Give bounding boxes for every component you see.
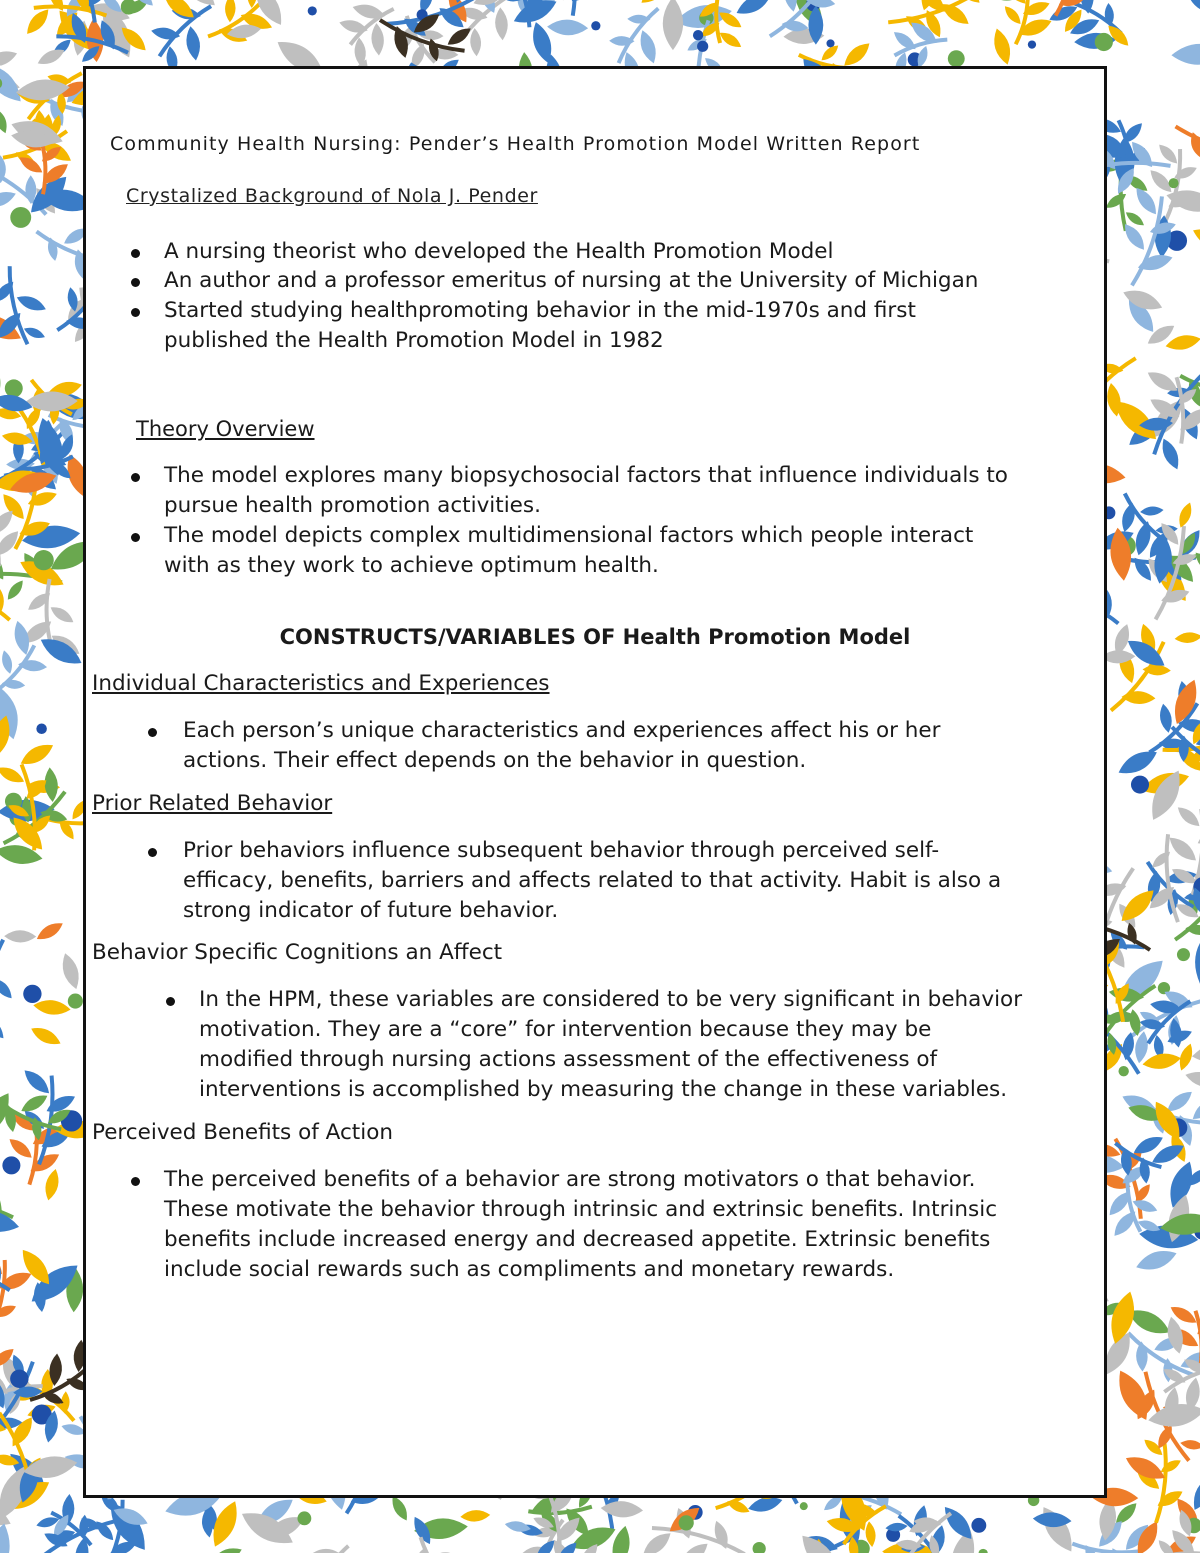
leaf-decoration [150,25,181,41]
variable-line: Prior behaviors influence subsequent behavior through perceived self- [183,838,940,863]
leaf-decoration [0,1206,21,1236]
leaf-decoration [0,1302,18,1320]
variable-line: efficacy, benefits, barriers and affects related to that activity. Habit is also a [183,868,1002,893]
theory-bullet-continuation: pursue health promotion activities. [164,493,541,518]
leaf-decoration [639,1528,675,1553]
leaf-decoration [42,1168,61,1202]
leaf-decoration [1134,1246,1180,1275]
variable-line: These motivate the behavior through intrinsic and extrinsic benefits. Intrinsic [164,1197,998,1222]
bullet-marker [166,997,175,1006]
leaf-decoration [638,0,672,8]
leaf-decoration [1159,1457,1183,1476]
leaf-decoration [0,584,5,615]
leaf-decoration [22,5,53,37]
constructs-heading: CONSTRUCTS/VARIABLES OF Health Promotion Model [279,625,911,649]
variable-heading: Perceived Benefits of Action [92,1120,393,1145]
variable-line: motivation. They are a “core” for intervention because they may be [199,1017,932,1042]
variable-line: interventions is accomplished by measuring the change in these variables. [199,1077,1008,1102]
theory-bullet-continuation: with as they work to achieve optimum health. [164,553,659,578]
background-bullet: An author and a professor emeritus of nursing at the University of Michigan [164,268,979,293]
bullet-marker [131,278,140,287]
leaf-decoration [469,28,482,57]
document-title: Community Health Nursing: Pender’s Health Promotion Model Written Report [110,133,921,155]
variable-line: In the HPM, these variables are considered to be very significant in behavior [199,987,1023,1012]
variable-heading: Prior Related Behavior [92,791,333,816]
berry-decoration [1118,1066,1128,1076]
leaf-decoration [1103,190,1128,211]
leaf-decoration [58,951,83,991]
leaf-decoration [1176,501,1195,530]
berry-decoration [1131,776,1149,794]
leaf-decoration [0,1521,15,1553]
leaf-decoration [2,679,26,690]
bullet-marker [131,1177,140,1186]
leaf-decoration [0,975,15,1001]
variable-line: strong indicator of future behavior. [183,898,559,923]
leaf-decoration [627,15,650,24]
variable-line: benefits include increased energy and decreased appetite. Extrinsic benefits [164,1227,991,1252]
leaf-decoration [494,7,509,41]
berry-decoration [979,1549,988,1553]
leaf-decoration [0,188,18,211]
bullet-marker [131,473,140,482]
bullet-marker [148,848,157,857]
leaf-decoration [1136,1341,1149,1372]
leaf-decoration [28,1023,63,1049]
theory-overview-heading: Theory Overview [136,417,315,441]
leaf-decoration [1181,0,1200,19]
leaf-decoration [310,1549,342,1553]
berry-decoration [10,1370,28,1388]
variable-line: actions. Their effect depends on the behavior in question. [183,748,807,773]
berry-decoration [34,550,54,570]
berry-decoration [2,1156,20,1174]
variable-line: include social rewards such as compliments and monetary rewards. [164,1257,895,1282]
berry-decoration [971,1518,986,1533]
leaf-decoration [0,47,19,70]
leaf-decoration [1180,1438,1200,1451]
leaf-decoration [18,659,48,673]
background-bullet-continuation: published the Health Promotion Model in 1982 [164,328,664,353]
stem-decoration [568,0,577,16]
berry-decoration [10,207,31,228]
leaf-decoration [1002,3,1024,27]
leaf-decoration [0,57,28,108]
berry-decoration [308,6,317,15]
leaf-decoration [48,603,76,626]
leaf-decoration [663,0,683,50]
berry-decoration [753,1542,766,1553]
leaf-decoration [15,292,49,315]
berry-decoration [36,723,47,734]
berry-decoration [591,21,600,30]
background-bullet: A nursing theorist who developed the Health Promotion Model [164,239,834,264]
leaf-decoration [990,26,1015,66]
leaf-decoration [547,19,589,36]
leaf-decoration [18,1091,50,1116]
leaf-decoration [460,1509,491,1522]
variable-heading: Behavior Specific Cognitions an Affect [92,940,503,965]
bullet-marker [131,533,140,542]
leaf-decoration [1158,436,1183,472]
berry-decoration [1177,948,1190,961]
leaf-decoration [4,578,26,603]
variable-line: The perceived benefits of a behavior are strong motivators o that behavior. [164,1167,976,1192]
leaf-decoration [1171,43,1200,66]
berry-decoration [68,994,83,1009]
berry-decoration [679,1515,694,1530]
leaf-decoration [1119,501,1138,533]
variable-line: modified through nursing actions assessment of the effectiveness of [199,1047,938,1072]
leaf-decoration [0,1014,7,1042]
bullet-marker [131,308,140,317]
leaf-decoration [370,23,385,56]
leaf-decoration [346,0,373,3]
variable-heading: Individual Characteristics and Experiences [92,671,550,696]
bullet-marker [148,728,157,737]
berry-decoration [23,985,41,1003]
berry-decoration [948,50,965,67]
leaf-decoration [636,28,660,65]
berry-decoration [800,1502,808,1510]
leaf-decoration [209,1544,244,1553]
berry-decoration [1169,178,1179,188]
theory-bullet: The model depicts complex multidimensional factors which people interact [164,523,974,548]
leaf-decoration [1103,0,1144,4]
leaf-decoration [1192,550,1200,575]
leaf-decoration [34,919,66,944]
leaf-decoration [1164,332,1200,353]
leaf-decoration [1174,803,1200,830]
leaf-decoration [184,25,203,61]
leaf-decoration [1141,1051,1182,1072]
leaf-decoration [1189,223,1200,257]
berry-decoration [693,30,703,40]
berry-decoration [826,39,834,47]
leaf-decoration [0,107,10,135]
berry-decoration [1095,33,1113,51]
leaf-decoration [20,1066,53,1098]
leaf-decoration [32,998,71,1017]
leaf-decoration [0,649,15,675]
bullet-marker [131,249,140,258]
berry-decoration [5,379,23,397]
leaf-decoration [4,930,36,943]
leaf-decoration [1140,506,1164,517]
background-section-heading: Crystalized Background of Nola J. Pender [126,185,538,207]
background-bullet: Started studying healthpromoting behavior in the mid-1970s and first [164,298,916,323]
berry-decoration [697,41,708,52]
leaf-decoration [1165,833,1200,866]
leaf-decoration [0,953,1,978]
leaf-decoration [225,0,236,22]
leaf-decoration [676,1539,712,1553]
berry-decoration [297,1511,311,1525]
leaf-decoration [1174,631,1200,644]
document-page [83,66,1107,1498]
leaf-decoration [1184,1068,1200,1091]
berry-decoration [1028,40,1036,48]
leaf-decoration [43,767,59,803]
theory-bullet: The model explores many biopsychosocial factors that influence individuals to [164,463,1008,488]
leaf-decoration [733,0,774,20]
leaf-decoration [1121,690,1156,704]
variable-line: Each person’s unique characteristics and experiences affect his or her [183,718,941,743]
